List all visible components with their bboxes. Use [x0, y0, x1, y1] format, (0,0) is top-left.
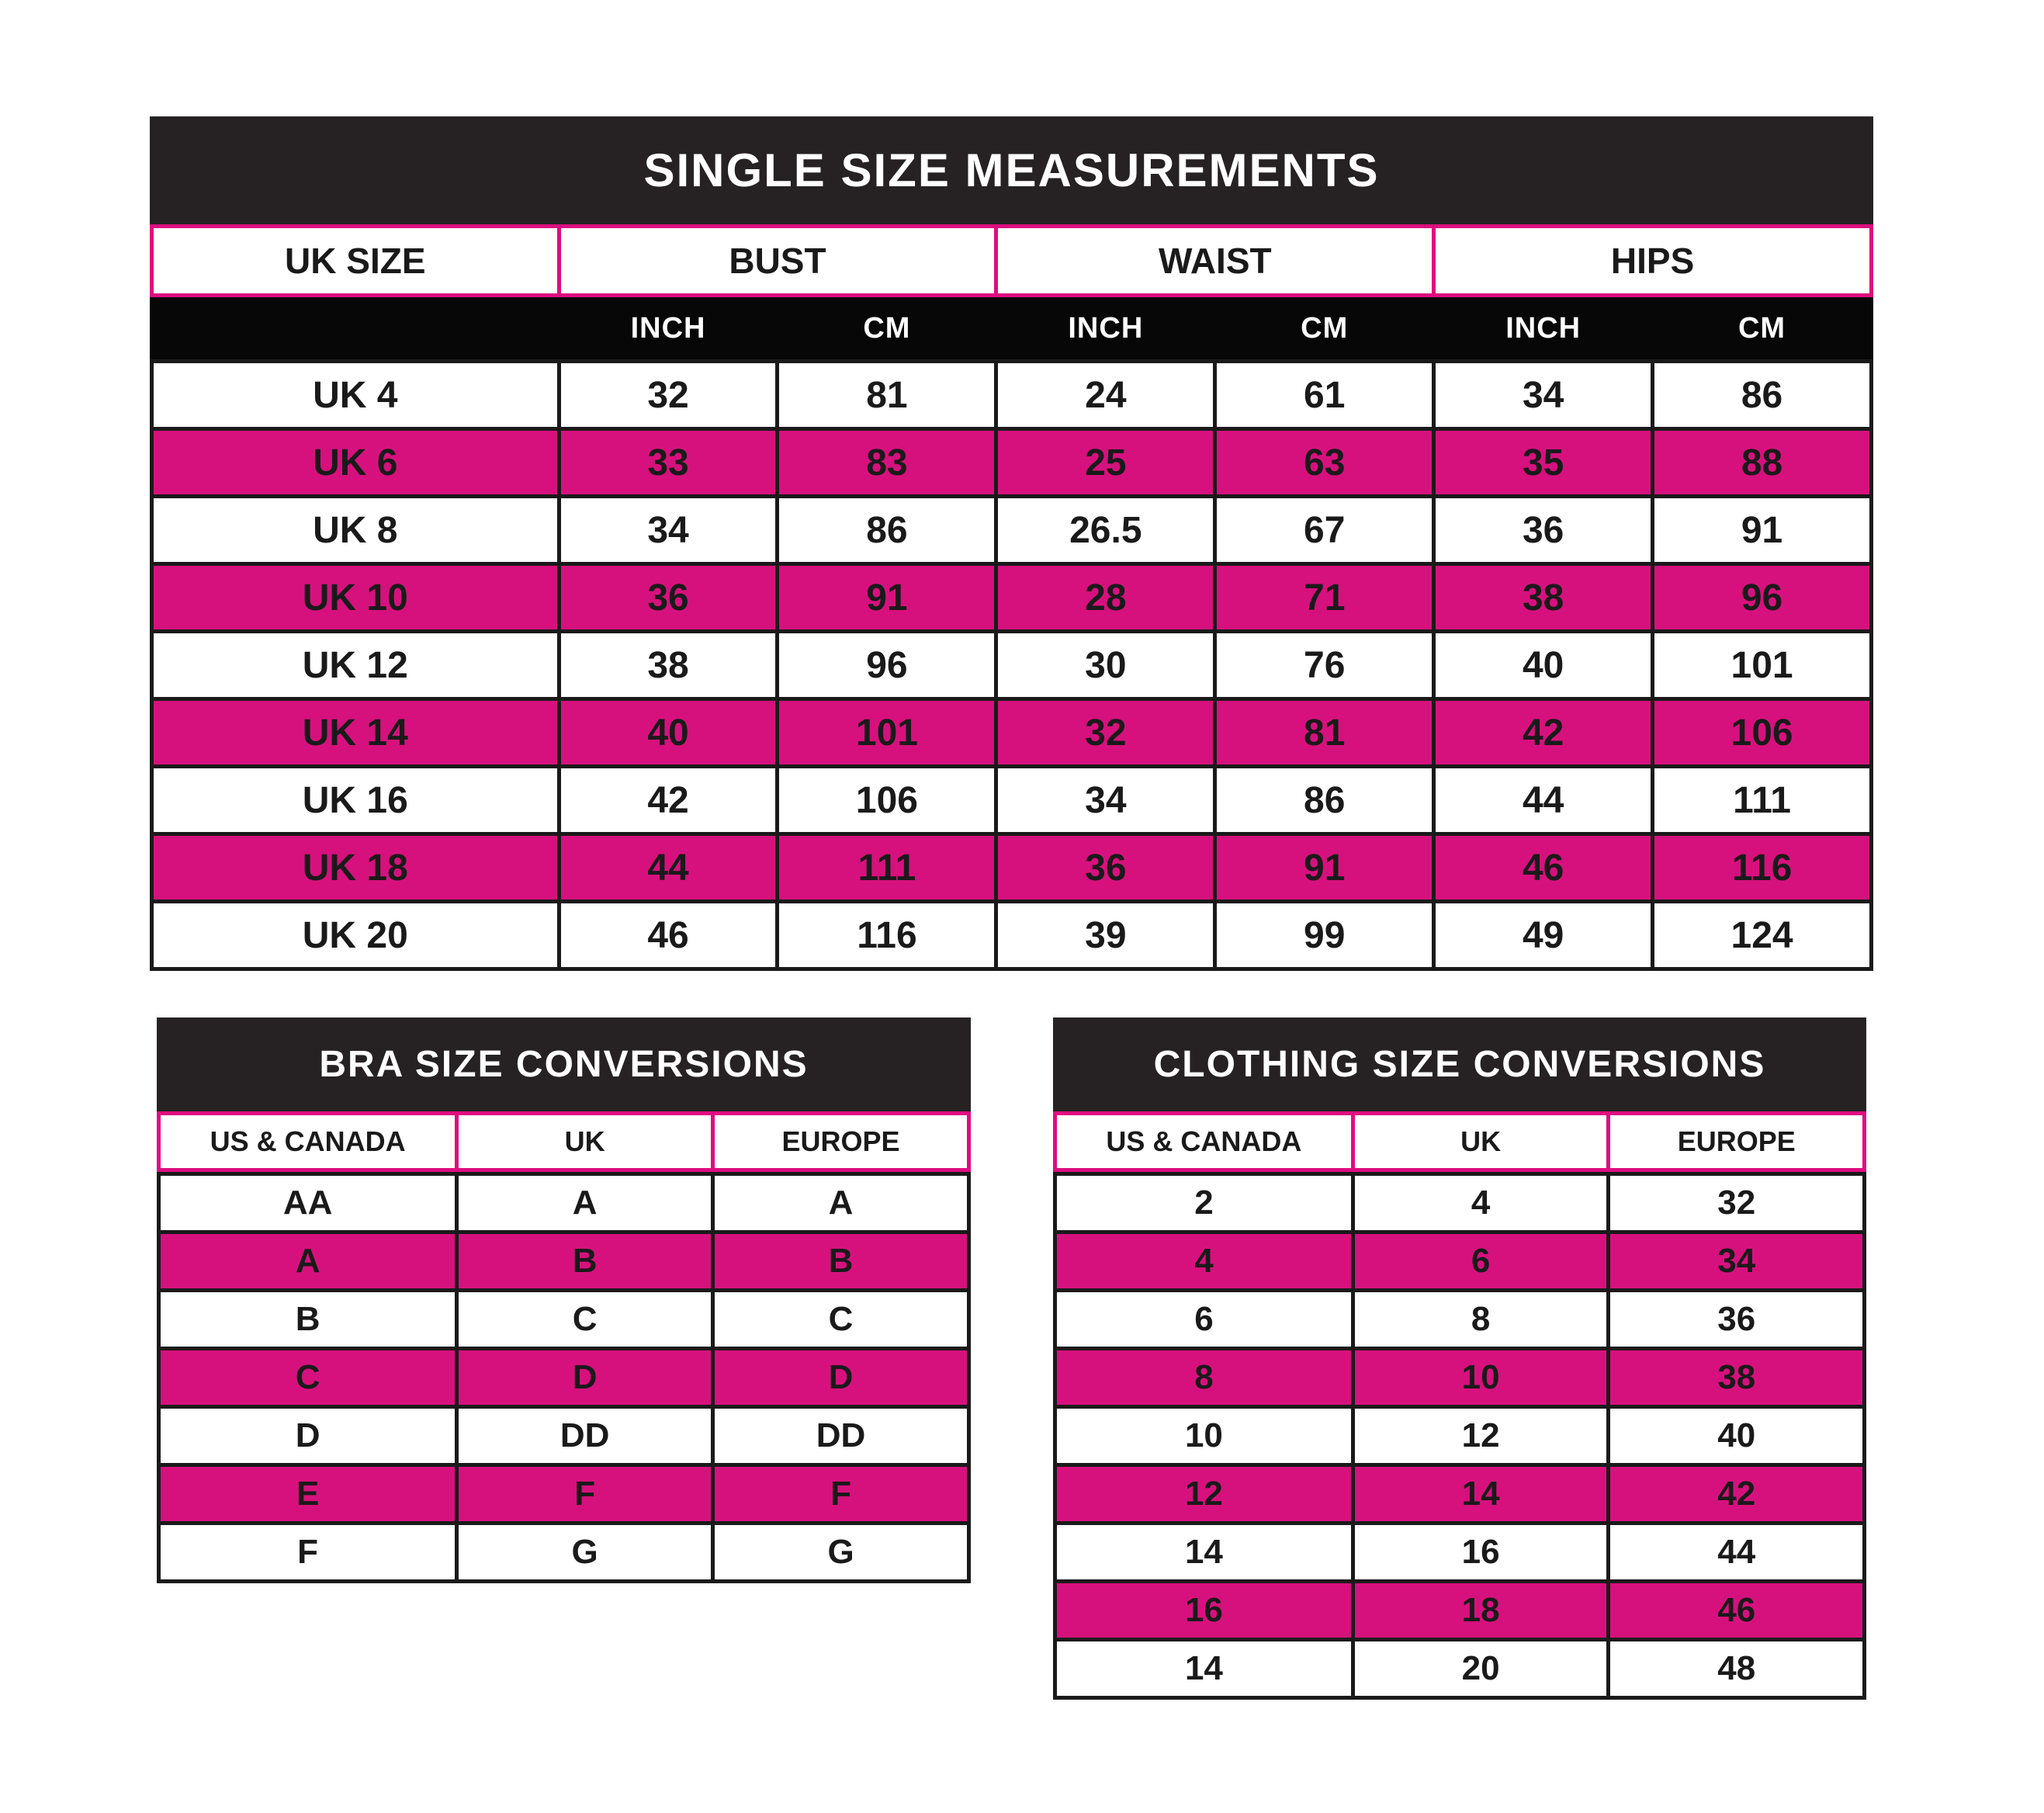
table-cell-uk-size: UK 14: [154, 701, 557, 764]
table-cell-us-canada: 10: [1057, 1409, 1351, 1463]
table-cell-hips-cm: 101: [1654, 633, 1869, 697]
table-cell-waist-inch: 25: [998, 431, 1213, 494]
table-row: [154, 768, 1869, 832]
table-cell-us-canada: 14: [1057, 1641, 1351, 1696]
table-cell-bust-cm: 81: [779, 363, 994, 427]
table-cell-europe: 38: [1610, 1350, 1862, 1405]
table-cell-waist-cm: 67: [1217, 498, 1432, 562]
table-cell-bust-inch: 42: [561, 768, 776, 832]
table-row: [1057, 1292, 1862, 1347]
table-title: SINGLE SIZE MEASUREMENTS: [150, 116, 1873, 224]
table-row: [154, 498, 1869, 562]
header-cell-bust: BUST: [561, 228, 995, 293]
table-cell-uk-size: UK 8: [154, 498, 557, 562]
table-cell-hips-inch: 46: [1436, 836, 1651, 900]
table-row: [1057, 1467, 1862, 1521]
table-cell-uk: B: [459, 1234, 711, 1288]
table-row: [1057, 1176, 1862, 1230]
unit-header-cell: CM: [1301, 311, 1349, 345]
table-row: [161, 1350, 967, 1405]
table-cell-hips-inch: 34: [1436, 363, 1651, 427]
table-cell-uk: 4: [1355, 1176, 1607, 1230]
table-body: [150, 359, 1873, 971]
table-cell-uk-size: UK 20: [154, 903, 557, 967]
table-cell-uk: D: [459, 1350, 711, 1405]
table-row: [154, 363, 1869, 427]
unit-header-cell: INCH: [1505, 311, 1582, 345]
table-cell-waist-inch: 28: [998, 566, 1213, 629]
table-row: [1057, 1583, 1862, 1638]
clothing-size-conversions-table: [1053, 1017, 1866, 1700]
table-row: [1057, 1525, 1862, 1579]
table-cell-waist-cm: 76: [1217, 633, 1432, 697]
table-cell-bust-cm: 101: [779, 701, 994, 764]
header-cell-uk-size: UK SIZE: [154, 228, 557, 293]
table-body: [157, 1172, 971, 1583]
table-cell-bust-cm: 106: [779, 768, 994, 832]
table-cell-bust-inch: 44: [561, 836, 776, 900]
table-cell-uk: 8: [1355, 1292, 1607, 1347]
table-cell-us-canada: 16: [1057, 1583, 1351, 1638]
table-cell-us-canada: 8: [1057, 1350, 1351, 1405]
table-cell-waist-cm: 81: [1217, 701, 1432, 764]
table-row: [154, 836, 1869, 900]
table-row: [154, 566, 1869, 629]
table-cell-us-canada: C: [161, 1350, 455, 1405]
table-cell-uk: 16: [1355, 1525, 1607, 1579]
unit-header-cell: INCH: [1068, 311, 1144, 345]
table-cell-waist-cm: 86: [1217, 768, 1432, 832]
table-cell-uk-size: UK 4: [154, 363, 557, 427]
table-cell-europe: 34: [1610, 1234, 1862, 1288]
table-cell-hips-cm: 88: [1654, 431, 1869, 494]
table-cell-hips-cm: 96: [1654, 566, 1869, 629]
table-cell-bust-inch: 33: [561, 431, 776, 494]
table-cell-us-canada: AA: [161, 1176, 455, 1230]
table-cell-uk: 20: [1355, 1641, 1607, 1696]
table-cell-europe: G: [715, 1525, 967, 1579]
table-cell-bust-cm: 116: [779, 903, 994, 967]
table-row: [1057, 1641, 1862, 1696]
table-cell-bust-inch: 36: [561, 566, 776, 629]
table-row: [154, 903, 1869, 967]
table-cell-bust-inch: 38: [561, 633, 776, 697]
header-cell-hips: HIPS: [1436, 228, 1869, 293]
unit-header-cell: INCH: [630, 311, 706, 345]
table-cell-europe: A: [715, 1176, 967, 1230]
table-cell-waist-inch: 24: [998, 363, 1213, 427]
table-cell-hips-inch: 38: [1436, 566, 1651, 629]
header-cell-uk: UK: [459, 1115, 711, 1168]
table-row: [161, 1292, 967, 1347]
table-cell-uk-size: UK 10: [154, 566, 557, 629]
table-cell-us-canada: 6: [1057, 1292, 1351, 1347]
table-cell-hips-inch: 40: [1436, 633, 1651, 697]
table-row: [161, 1234, 967, 1288]
table-cell-uk: 12: [1355, 1409, 1607, 1463]
table-row: [161, 1409, 967, 1463]
table-cell-waist-inch: 34: [998, 768, 1213, 832]
table-cell-bust-cm: 86: [779, 498, 994, 562]
table-cell-hips-cm: 111: [1654, 768, 1869, 832]
table-cell-europe: 48: [1610, 1641, 1862, 1696]
table-cell-us-canada: D: [161, 1409, 455, 1463]
table-row: [154, 431, 1869, 494]
table-cell-waist-cm: 71: [1217, 566, 1432, 629]
table-row: [1057, 1234, 1862, 1288]
table-cell-us-canada: 4: [1057, 1234, 1351, 1288]
table-title: BRA SIZE CONVERSIONS: [157, 1017, 971, 1111]
table-row: [161, 1176, 967, 1230]
table-cell-hips-inch: 44: [1436, 768, 1651, 832]
table-cell-uk: F: [459, 1467, 711, 1521]
table-cell-bust-inch: 40: [561, 701, 776, 764]
table-cell-europe: 44: [1610, 1525, 1862, 1579]
table-cell-waist-inch: 30: [998, 633, 1213, 697]
table-cell-bust-cm: 96: [779, 633, 994, 697]
table-cell-uk: 14: [1355, 1467, 1607, 1521]
table-cell-europe: 42: [1610, 1467, 1862, 1521]
table-cell-hips-cm: 86: [1654, 363, 1869, 427]
table-cell-uk: 10: [1355, 1350, 1607, 1405]
table-cell-waist-cm: 91: [1217, 836, 1432, 900]
unit-header-cell-empty: [154, 301, 557, 355]
table-cell-us-canada: 2: [1057, 1176, 1351, 1230]
table-cell-uk: 18: [1355, 1583, 1607, 1638]
bra-size-conversions-table: [157, 1017, 971, 1583]
table-cell-bust-inch: 46: [561, 903, 776, 967]
table-cell-bust-cm: 111: [779, 836, 994, 900]
header-cell-waist: WAIST: [998, 228, 1432, 293]
table-cell-uk-size: UK 16: [154, 768, 557, 832]
table-cell-uk-size: UK 18: [154, 836, 557, 900]
header-cell-europe: EUROPE: [1610, 1115, 1862, 1168]
table-cell-bust-inch: 34: [561, 498, 776, 562]
table-cell-uk: 6: [1355, 1234, 1607, 1288]
table-cell-bust-inch: 32: [561, 363, 776, 427]
table-cell-uk: A: [459, 1176, 711, 1230]
unit-subheader-row: [150, 297, 1873, 359]
table-cell-europe: 36: [1610, 1292, 1862, 1347]
table-cell-waist-inch: 26.5: [998, 498, 1213, 562]
table-cell-uk: DD: [459, 1409, 711, 1463]
table-cell-bust-cm: 83: [779, 431, 994, 494]
table-cell-europe: C: [715, 1292, 967, 1347]
header-cell-uk: UK: [1355, 1115, 1607, 1168]
unit-header-cell: CM: [1737, 311, 1786, 345]
table-cell-europe: DD: [715, 1409, 967, 1463]
table-cell-bust-cm: 91: [779, 566, 994, 629]
header-cell-us-canada: US & CANADA: [161, 1115, 455, 1168]
table-cell-europe: 40: [1610, 1409, 1862, 1463]
table-cell-us-canada: B: [161, 1292, 455, 1347]
table-cell-uk-size: UK 12: [154, 633, 557, 697]
table-cell-us-canada: F: [161, 1525, 455, 1579]
header-cell-us-canada: US & CANADA: [1057, 1115, 1351, 1168]
table-cell-hips-cm: 124: [1654, 903, 1869, 967]
header-cell-europe: EUROPE: [715, 1115, 967, 1168]
table-cell-uk: C: [459, 1292, 711, 1347]
table-cell-hips-inch: 42: [1436, 701, 1651, 764]
header-row: [157, 1111, 971, 1172]
table-cell-europe: F: [715, 1467, 967, 1521]
table-cell-hips-inch: 35: [1436, 431, 1651, 494]
table-cell-hips-inch: 36: [1436, 498, 1651, 562]
table-cell-waist-inch: 39: [998, 903, 1213, 967]
table-cell-uk-size: UK 6: [154, 431, 557, 494]
table-cell-hips-cm: 106: [1654, 701, 1869, 764]
header-row: [150, 224, 1873, 297]
table-cell-europe: 46: [1610, 1583, 1862, 1638]
table-cell-europe: D: [715, 1350, 967, 1405]
table-cell-europe: B: [715, 1234, 967, 1288]
table-cell-waist-inch: 32: [998, 701, 1213, 764]
table-cell-us-canada: 14: [1057, 1525, 1351, 1579]
table-cell-uk: G: [459, 1525, 711, 1579]
table-row: [154, 701, 1869, 764]
table-cell-waist-cm: 61: [1217, 363, 1432, 427]
table-cell-hips-cm: 116: [1654, 836, 1869, 900]
table-row: [154, 633, 1869, 697]
table-cell-us-canada: E: [161, 1467, 455, 1521]
table-cell-us-canada: A: [161, 1234, 455, 1288]
table-row: [1057, 1409, 1862, 1463]
table-row: [161, 1525, 967, 1579]
table-row: [1057, 1350, 1862, 1405]
table-cell-hips-inch: 49: [1436, 903, 1651, 967]
table-cell-waist-cm: 63: [1217, 431, 1432, 494]
table-cell-waist-inch: 36: [998, 836, 1213, 900]
table-cell-waist-cm: 99: [1217, 903, 1432, 967]
table-body: [1053, 1172, 1866, 1700]
table-cell-hips-cm: 91: [1654, 498, 1869, 562]
table-title: CLOTHING SIZE CONVERSIONS: [1053, 1017, 1866, 1111]
table-row: [161, 1467, 967, 1521]
single-size-measurements-table: [150, 116, 1873, 971]
unit-header-cell: CM: [863, 311, 911, 345]
table-cell-europe: 32: [1610, 1176, 1862, 1230]
table-cell-us-canada: 12: [1057, 1467, 1351, 1521]
header-row: [1053, 1111, 1866, 1172]
